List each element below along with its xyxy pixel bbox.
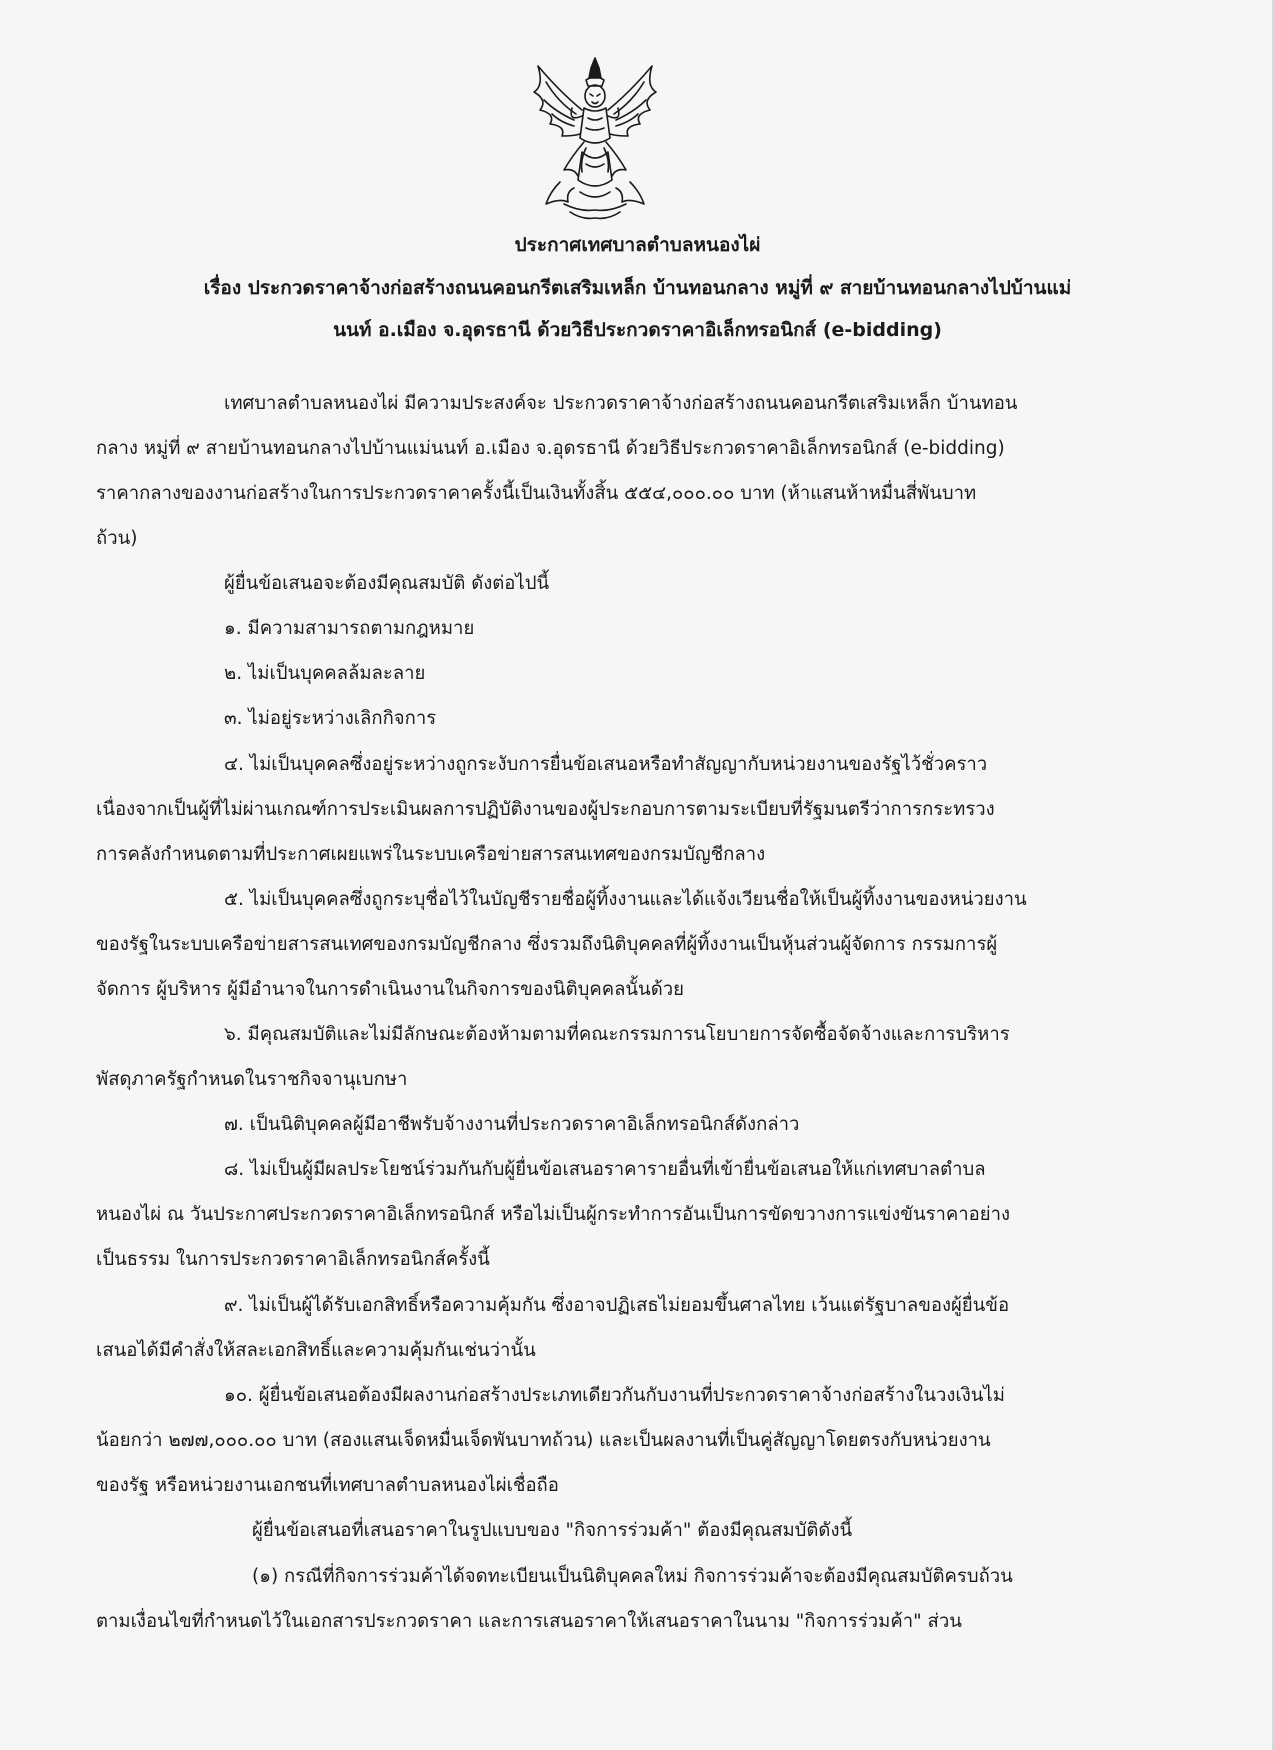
qualification-item-cont: จัดการ ผู้บริหาร ผู้มีอำนาจในการดำเนินงานในกิจการของนิติบุคคลนั้นด้วย bbox=[96, 979, 684, 1000]
qualification-item-cont: การคลังกำหนดตามที่ประกาศเผยแพร่ในระบบเครือข่ายสารสนเทศของกรมบัญชีกลาง bbox=[96, 844, 766, 865]
joint-venture-item: (๑) กรณีที่กิจการร่วมค้าได้จดทะเบียนเป็นนิติบุคคลใหม่ กิจการร่วมค้าจะต้องมีคุณสมบัติครบถ้วน bbox=[252, 1566, 1013, 1587]
qualification-item-cont: เป็นธรรม ในการประกวดราคาอิเล็กทรอนิกส์ครั้งนี้ bbox=[96, 1249, 490, 1270]
qualification-item: ๑. มีความสามารถตามกฎหมาย bbox=[224, 618, 475, 639]
qualification-item: ๙. ไม่เป็นผู้ได้รับเอกสิทธิ์หรือความคุ้มกัน ซึ่งอาจปฏิเสธไม่ยอมขึ้นศาลไทย เว้นแต่รัฐบาลของผู้ยื่นข้อ bbox=[224, 1295, 1010, 1316]
qualifications-heading: ผู้ยื่นข้อเสนอจะต้องมีคุณสมบัติ ดังต่อไปนี้ bbox=[224, 573, 550, 594]
qualification-item: ๘. ไม่เป็นผู้มีผลประโยชน์ร่วมกันกับผู้ยื่นข้อเสนอราคารายอื่นที่เข้ายื่นข้อเสนอให้แก่เทศบาลตำบล bbox=[224, 1159, 986, 1180]
qualification-item: ๔. ไม่เป็นบุคคลซึ่งอยู่ระหว่างถูกระงับการยื่นข้อเสนอหรือทำสัญญากับหน่วยงานของรัฐไว้ชั่วคราว bbox=[224, 754, 988, 775]
qualification-item: ๓. ไม่อยู่ระหว่างเลิกกิจการ bbox=[224, 708, 437, 729]
intro-line: เทศบาลตำบลหนองไผ่ มีความประสงค์จะ ประกวดราคาจ้างก่อสร้างถนนคอนกรีตเสริมเหล็ก บ้านทอน bbox=[224, 393, 1018, 414]
qualification-item: ๑๐. ผู้ยื่นข้อเสนอต้องมีผลงานก่อสร้างประเภทเดียวกันกับงานที่ประกวดราคาจ้างก่อสร้างในวงเงินไม่ bbox=[224, 1385, 1005, 1406]
subject-line: เรื่อง ประกวดราคาจ้างก่อสร้างถนนคอนกรีตเสริมเหล็ก บ้านทอนกลาง หมู่ที่ ๙ สายบ้านทอนกลางไปบ้านแม่ bbox=[203, 277, 1072, 299]
qualification-item: ๕. ไม่เป็นบุคคลซึ่งถูกระบุชื่อไว้ในบัญชีรายชื่อผู้ทิ้งงานและได้แจ้งเวียนชื่อให้เป็นผู้ทิ้งงานของหน่วยงาน bbox=[224, 889, 1027, 910]
garuda-emblem-icon bbox=[520, 52, 670, 224]
joint-venture-item-cont: ตามเงื่อนไขที่กำหนดไว้ในเอกสารประกวดราคา และการเสนอราคาให้เสนอราคาในนาม "กิจการร่วมค้า" ส่วน bbox=[96, 1611, 962, 1632]
qualification-item-cont: หนองไผ่ ณ วันประกาศประกวดราคาอิเล็กทรอนิกส์ หรือไม่เป็นผู้กระทำการอันเป็นการขัดขวางการแข่งขันราคาอย่าง bbox=[96, 1204, 1011, 1225]
joint-venture-heading: ผู้ยื่นข้อเสนอที่เสนอราคาในรูปแบบของ "กิจการร่วมค้า" ต้องมีคุณสมบัติดังนี้ bbox=[252, 1520, 853, 1541]
qualification-item-cont: เสนอได้มีคำสั่งให้สละเอกสิทธิ์และความคุ้มกันเช่นว่านั้น bbox=[96, 1340, 536, 1361]
document-title: ประกาศเทศบาลตำบลหนองไผ่ bbox=[514, 234, 761, 256]
intro-line: ราคากลางของงานก่อสร้างในการประกวดราคาครั้งนี้เป็นเงินทั้งสิ้น ๕๕๔,๐๐๐.๐๐ บาท (ห้าแสนห้าหมื่นสี่พันบาท bbox=[96, 483, 977, 504]
intro-line: กลาง หมู่ที่ ๙ สายบ้านทอนกลางไปบ้านแม่นนท์ อ.เมือง จ.อุดรธานี ด้วยวิธีประกวดราคาอิเล็กทรอนิกส์ (e-bidding) bbox=[96, 438, 1005, 459]
qualification-item-cont: น้อยกว่า ๒๗๗,๐๐๐.๐๐ บาท (สองแสนเจ็ดหมื่นเจ็ดพันบาทถ้วน) และเป็นผลงานที่เป็นคู่สัญญาโดยตรงกับหน่วยงาน bbox=[96, 1430, 991, 1451]
qualification-item-cont: พัสดุภาครัฐกำหนดในราชกิจจานุเบกษา bbox=[96, 1069, 408, 1090]
qualification-item: ๖. มีคุณสมบัติและไม่มีลักษณะต้องห้ามตามที่คณะกรรมการนโยบายการจัดซื้อจัดจ้างและการบริหาร bbox=[224, 1024, 1010, 1045]
subject-line: นนท์ อ.เมือง จ.อุดรธานี ด้วยวิธีประกวดราคาอิเล็กทรอนิกส์ (e-bidding) bbox=[333, 319, 942, 341]
intro-line: ถ้วน) bbox=[96, 528, 138, 549]
qualification-item: ๒. ไม่เป็นบุคคลล้มละลาย bbox=[224, 663, 426, 684]
qualification-item-cont: เนื่องจากเป็นผู้ที่ไม่ผ่านเกณฑ์การประเมินผลการปฏิบัติงานของผู้ประกอบการตามระเบียบที่รัฐมนตรีว่าการกระทรวง bbox=[96, 799, 995, 820]
qualification-item: ๗. เป็นนิติบุคคลผู้มีอาชีพรับจ้างงานที่ประกวดราคาอิเล็กทรอนิกส์ดังกล่าว bbox=[224, 1114, 800, 1135]
qualification-item-cont: ของรัฐในระบบเครือข่ายสารสนเทศของกรมบัญชีกลาง ซึ่งรวมถึงนิติบุคคลที่ผู้ทิ้งงานเป็นหุ้นส่วนผู้จัดการ กรรมการผู้ bbox=[96, 934, 998, 955]
qualification-item-cont: ของรัฐ หรือหน่วยงานเอกชนที่เทศบาลตำบลหนองไผ่เชื่อถือ bbox=[96, 1475, 559, 1496]
